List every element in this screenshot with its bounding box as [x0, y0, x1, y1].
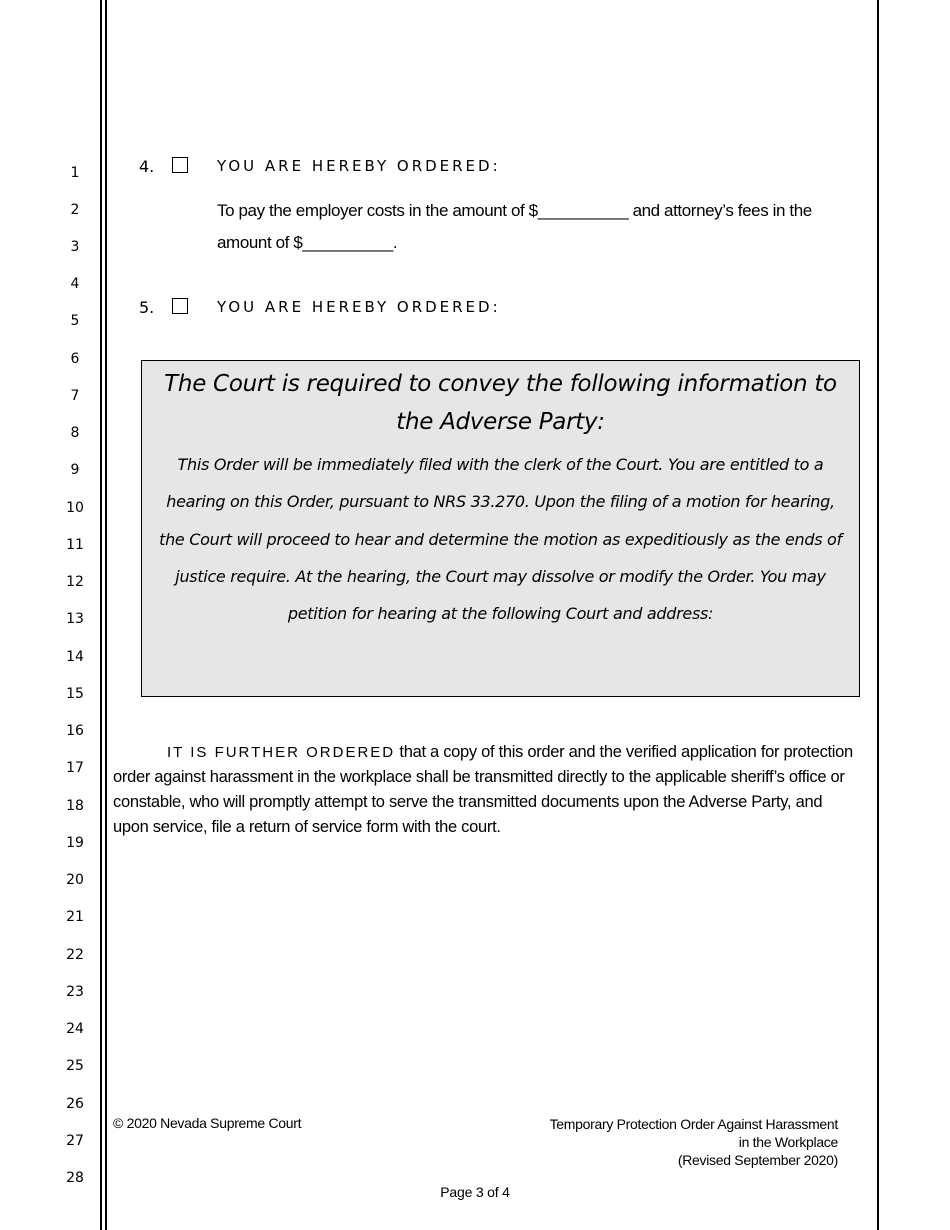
line-number: 4 [70, 276, 80, 292]
line-number: 7 [70, 388, 80, 404]
footer-title-line1: Temporary Protection Order Against Harassment [549, 1116, 838, 1132]
line-number: 22 [66, 947, 84, 963]
line-number: 13 [66, 611, 84, 627]
footer-copyright: © 2020 Nevada Supreme Court [113, 1115, 302, 1131]
line-number: 19 [66, 835, 84, 851]
line-number: 14 [66, 649, 84, 665]
line-number: 8 [70, 425, 80, 441]
line-number: 25 [66, 1058, 84, 1074]
line-number: 6 [70, 351, 80, 367]
line-number: 16 [66, 723, 84, 739]
further-ordered-paragraph [113, 740, 853, 840]
line-number: 10 [66, 500, 84, 516]
line-number: 3 [70, 239, 80, 255]
item-4-number: 4. [139, 157, 155, 176]
item-5-number: 5. [139, 298, 155, 317]
line-number: 1 [70, 165, 80, 181]
item-5-heading: YOU ARE HEREBY ORDERED: [217, 298, 501, 316]
line-number: 5 [70, 313, 80, 329]
line-number: 12 [66, 574, 84, 590]
footer-revised: (Revised September 2020) [677, 1152, 838, 1168]
item-5-checkbox[interactable] [172, 298, 188, 314]
right-margin-line [877, 0, 879, 1230]
further-ordered-caps: IT IS FURTHER ORDERED [167, 744, 396, 761]
item-4-checkbox[interactable] [172, 157, 188, 173]
notice-body: This Order will be immediately filed with the clerk of the Court. You are entitled to a hearing on this Order, pursuant to NRS 33.270. Upon the filing of a motion for hearing, the Court will proceed to hear and determine the motion as expeditiously as the ends of justice require. At the hearing, the Court may dissolve or modify the Order. You may petition for hearing at the following Court and address: [159, 455, 842, 624]
left-margin-line-inner [105, 0, 107, 1230]
line-number: 24 [66, 1021, 84, 1037]
line-number: 18 [66, 798, 84, 814]
page-number: Page 3 of 4 [440, 1184, 510, 1200]
line-number: 9 [70, 462, 80, 478]
footer-title-line2: in the Workplace [738, 1134, 838, 1150]
pay-costs-text: To pay the employer costs in the amount of $__________ and attorney’s fees in the amount of $__________. [217, 201, 812, 252]
line-number: 11 [66, 537, 84, 553]
line-number: 20 [66, 872, 84, 888]
line-number: 23 [66, 984, 84, 1000]
line-number: 21 [66, 909, 84, 925]
notice-heading: The Court is required to convey the following information to the Adverse Party: [164, 371, 837, 435]
left-margin-line-outer [100, 0, 102, 1230]
line-numbers [0, 0, 90, 1230]
line-number: 15 [66, 686, 84, 702]
line-number: 2 [70, 202, 80, 218]
line-number: 28 [66, 1170, 84, 1186]
line-number: 26 [66, 1096, 84, 1112]
adverse-party-notice-box [141, 360, 860, 697]
line-number: 17 [66, 760, 84, 776]
item-4-heading: YOU ARE HEREBY ORDERED: [217, 157, 501, 175]
further-ordered-text: that a copy of this order and the verified application for protection order against harassment in the workplace shall be transmitted directly to the applicable sheriff’s office or constable, who will promptly attempt to serve the transmitted documents upon the Adverse Party, and upon service, file a return of service form with the court. [113, 743, 853, 836]
footer-form-title [550, 1115, 838, 1169]
line-number: 27 [66, 1133, 84, 1149]
